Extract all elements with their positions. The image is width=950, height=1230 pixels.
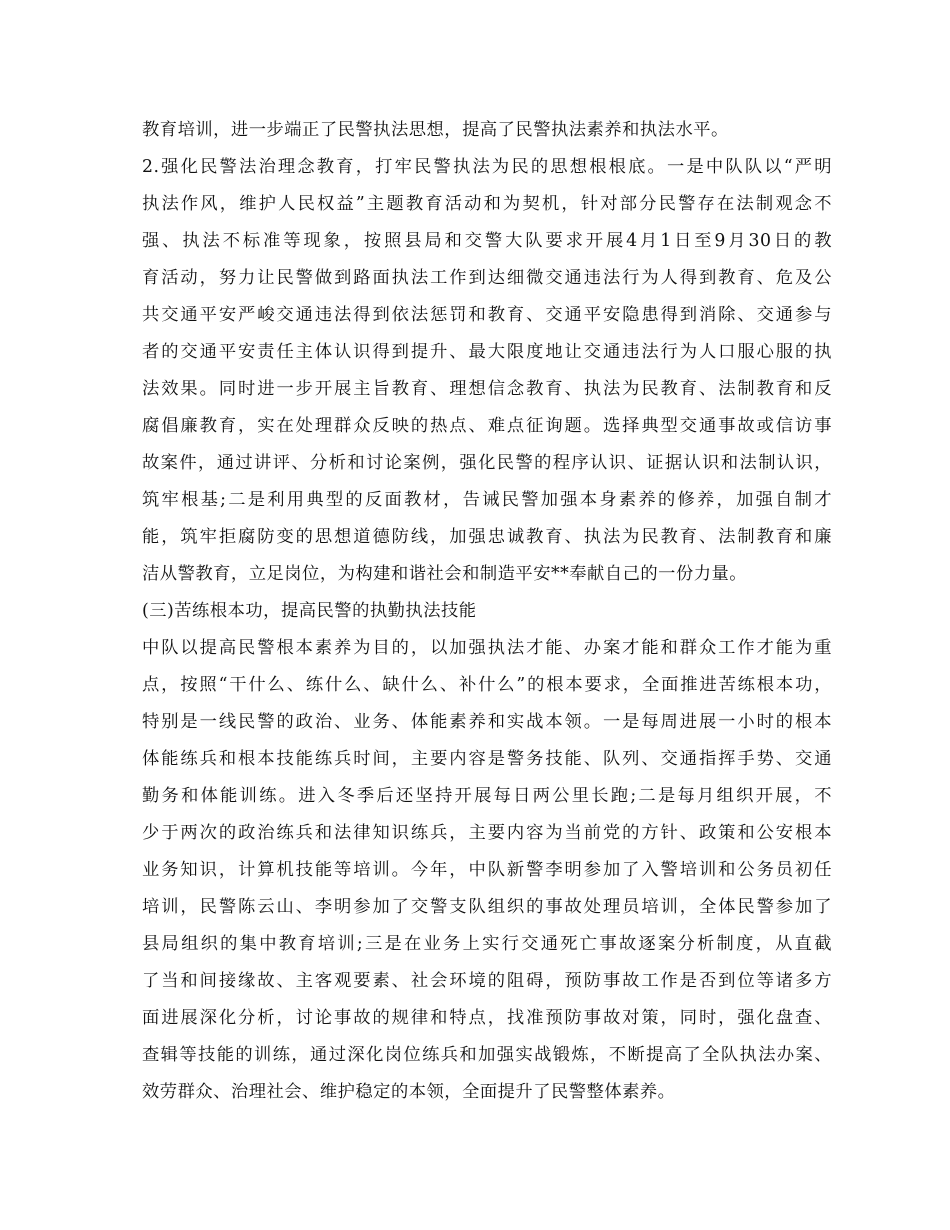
section-heading: (三)苦练根本功，提高民警的执勤执法技能	[142, 601, 477, 621]
paragraph-line: 执法作风，维护人民权益”主题教育活动和为契机，针对部分民警存在法制观念不	[142, 194, 832, 214]
paragraph-line: 洁从警教育，立足岗位，为构建和谐社会和制造平安**奉献自己的一份力量。	[142, 564, 748, 584]
paragraph-line: 业务知识，计算机技能等培训。今年，中队新警李明参加了入警培训和公务员初任	[142, 860, 832, 880]
paragraph-line: 查辑等技能的训练，通过深化岗位练兵和加强实战锻炼，不断提高了全队执法办案、	[142, 1045, 832, 1065]
paragraph-line: 育活动，努力让民警做到路面执法工作到达细微交通违法行为人得到教育、危及公	[142, 268, 832, 288]
paragraph-line: 筑牢根基;二是利用典型的反面教材，告诫民警加强本身素养的修养，加强自制才	[142, 490, 832, 510]
paragraph-line: 少于两次的政治练兵和法律知识练兵，主要内容为当前党的方针、政策和公安根本	[142, 823, 832, 843]
document-body	[142, 112, 832, 1111]
paragraph-line: 腐倡廉教育，实在处理群众反映的热点、难点征询题。选择典型交通事故或信访事	[142, 416, 832, 436]
paragraph-line: 故案件，通过讲评、分析和讨论案例，强化民警的程序认识、证据认识和法制认识，	[142, 453, 832, 473]
paragraph-line: 强、执法不标准等现象，按照县局和交警大队要求开展4月1日至9月30日的教	[142, 231, 832, 251]
paragraph-line: 共交通平安严峻交通违法得到依法惩罚和教育、交通平安隐患得到消除、交通参与	[142, 305, 832, 325]
paragraph-line: 能，筑牢拒腐防变的思想道德防线，加强忠诚教育、执法为民教育、法制教育和廉	[142, 527, 832, 547]
paragraph-line: 2.强化民警法治理念教育，打牢民警执法为民的思想根根底。一是中队队以“严明	[142, 157, 832, 177]
paragraph-line: 法效果。同时进一步开展主旨教育、理想信念教育、执法为民教育、法制教育和反	[142, 379, 832, 399]
paragraph-line: 勤务和体能训练。进入冬季后还坚持开展每日两公里长跑;二是每月组织开展，不	[142, 786, 832, 806]
paragraph-line: 点，按照“干什么、练什么、缺什么、补什么”的根本要求，全面推进苦练根本功，	[142, 675, 832, 695]
paragraph-line: 效劳群众、治理社会、维护稳定的本领，全面提升了民警整体素养。	[142, 1082, 676, 1102]
paragraph-line: 特别是一线民警的政治、业务、体能素养和实战本领。一是每周进展一小时的根本	[142, 712, 832, 732]
paragraph-line: 体能练兵和根本技能练兵时间，主要内容是警务技能、队列、交通指挥手势、交通	[142, 749, 832, 769]
paragraph-line: 面进展深化分析，讨论事故的规律和特点，找准预防事故对策，同时，强化盘查、	[142, 1008, 832, 1028]
paragraph-line: 了当和间接缘故、主客观要素、社会环境的阻碍，预防事故工作是否到位等诸多方	[142, 971, 832, 991]
paragraph-line: 者的交通平安责任主体认识得到提升、最大限度地让交通违法行为人口服心服的执	[142, 342, 832, 362]
paragraph-line: 教育培训，进一步端正了民警执法思想，提高了民警执法素养和执法水平。	[142, 120, 729, 140]
paragraph-line: 县局组织的集中教育培训;三是在业务上实行交通死亡事故逐案分析制度，从直截	[142, 934, 832, 954]
paragraph-line: 中队以提高民警根本素养为目的，以加强执法才能、办案才能和群众工作才能为重	[142, 638, 832, 658]
paragraph-line: 培训，民警陈云山、李明参加了交警支队组织的事故处理员培训，全体民警参加了	[142, 897, 832, 917]
